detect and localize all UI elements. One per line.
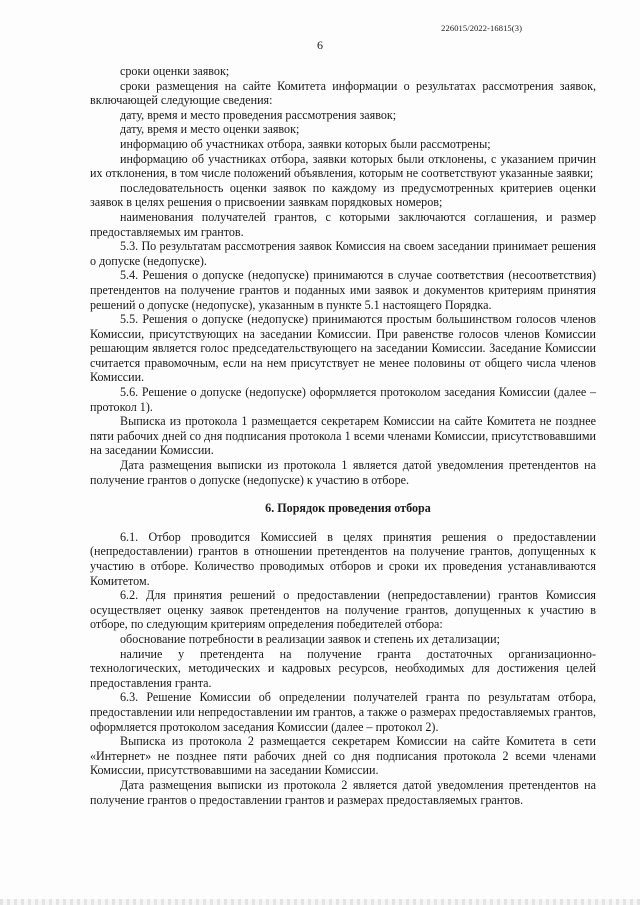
page-number: 6 — [317, 38, 323, 52]
paragraph-5-6: 5.6. Решение о допуске (недопуске) оформляется протоколом заседания Комиссии (далее – протокол 1). — [90, 385, 596, 414]
paragraph: сроки размещения на сайте Комитета информации о результатах рассмотрения заявок, включающей следующие сведения: — [90, 78, 596, 108]
paragraph: наличие у претендента на получение гранта достаточных организационно-технологических, методических и кадровых ресурсов, необходимых для достижения целей предоставления гранта. — [90, 646, 596, 690]
paragraph: обоснование потребности в реализации заявок и степень их детализации; — [120, 631, 500, 646]
paragraph: информацию об участниках отбора, заявки которых были отклонены, с указанием причин их отклонения, в том числе положений объявления, которым не соответствуют указанные заявки; — [90, 151, 596, 181]
scan-edge-strip — [0, 899, 640, 905]
section-spacer — [90, 487, 596, 501]
paragraph-6-1: 6.1. Отбор проводится Комиссией в целях принятия решения о предоставлении (непредоставлении) грантов в отношении претендентов на получение грантов, допущенных к участию в отборе. Количество проводимых отборов и сроки их проведения устанавливаются Комитетом. — [90, 529, 596, 588]
paragraph: Выписка из протокола 2 размещается секретарем Комиссии на сайте Комитета в сети «Интернет» не позднее пяти рабочих дней со дня подписания протокола 2 всеми членами Комиссии, присутствовавшими на заседании Комиссии. — [90, 734, 596, 778]
paragraph: дату, время и место проведения рассмотрения заявок; — [120, 107, 397, 122]
paragraph-5-4: 5.4. Решения о допуске (недопуске) принимаются в случае соответствия (несоответствия) претендентов на получение грантов и поданных ими заявок и документов критериям принятия решений о допуске (недопуске), указанным в пункте 5.1 настоящего Порядка. — [90, 268, 596, 312]
paragraph: наименования получателей грантов, с которыми заключаются соглашения, и размер предоставляемых им грантов. — [90, 209, 596, 239]
paragraph: Дата размещения выписки из протокола 2 является датой уведомления претендентов на получение грантов о предоставлении грантов и размерах предоставляемых грантов. — [90, 777, 596, 807]
paragraph-5-5: 5.5. Решения о допуске (недопуске) принимаются простым большинством голосов членов Комиссии, присутствующих на заседании Комиссии. При равенстве голосов членов Комиссии решающим является голос председательствующего на заседании Комиссии. Заседание Комиссии считается правомочным, если на нем присутствует не менее половины от общего числа членов Комиссии. — [90, 312, 596, 385]
document-registration-number: 226015/2022-16815(3) — [441, 23, 522, 33]
paragraph: Выписка из протокола 1 размещается секретарем Комиссии на сайте Комитета не позднее пяти рабочих дней со дня подписания протокола 1 всеми членами Комиссии, присутствовавшими на заседании Комиссии. — [90, 414, 596, 458]
section-spacer — [90, 516, 596, 530]
paragraph-5-3: 5.3. По результатам рассмотрения заявок Комиссия на своем заседании принимает решения о допуске (недопуске). — [90, 239, 596, 268]
paragraph: Дата размещения выписки из протокола 1 является датой уведомления претендентов на получение грантов о допуске (недопуске) к участию в отборе. — [90, 458, 596, 487]
paragraph-6-3: 6.3. Решение Комиссии об определении получателей гранта по результатам отбора, предоставлении или непредоставлении им грантов, а также о размерах предоставляемых грантов, оформляется протоколом заседания Комиссии (далее – протокол 2). — [90, 690, 596, 734]
section-heading: 6. Порядок проведения отбора — [265, 501, 431, 516]
paragraph: сроки оценки заявок; — [120, 64, 230, 78]
paragraph: последовательность оценки заявок по каждому из предусмотренных критериев оценки заявок в целях решения о присвоении заявкам порядковых номеров; — [90, 180, 596, 210]
paragraph: дату, время и место оценки заявок; — [120, 122, 300, 137]
paragraph: информацию об участниках отбора, заявки которых были рассмотрены; — [120, 136, 491, 151]
paragraph-6-2: 6.2. Для принятия решений о предоставлении (непредоставлении) грантов Комиссия осуществляет оценку заявок претендентов на получение грантов, допущенных к участию в отборе, по следующим критериям определения победителей отбора: — [90, 588, 596, 632]
document-body — [90, 64, 596, 807]
